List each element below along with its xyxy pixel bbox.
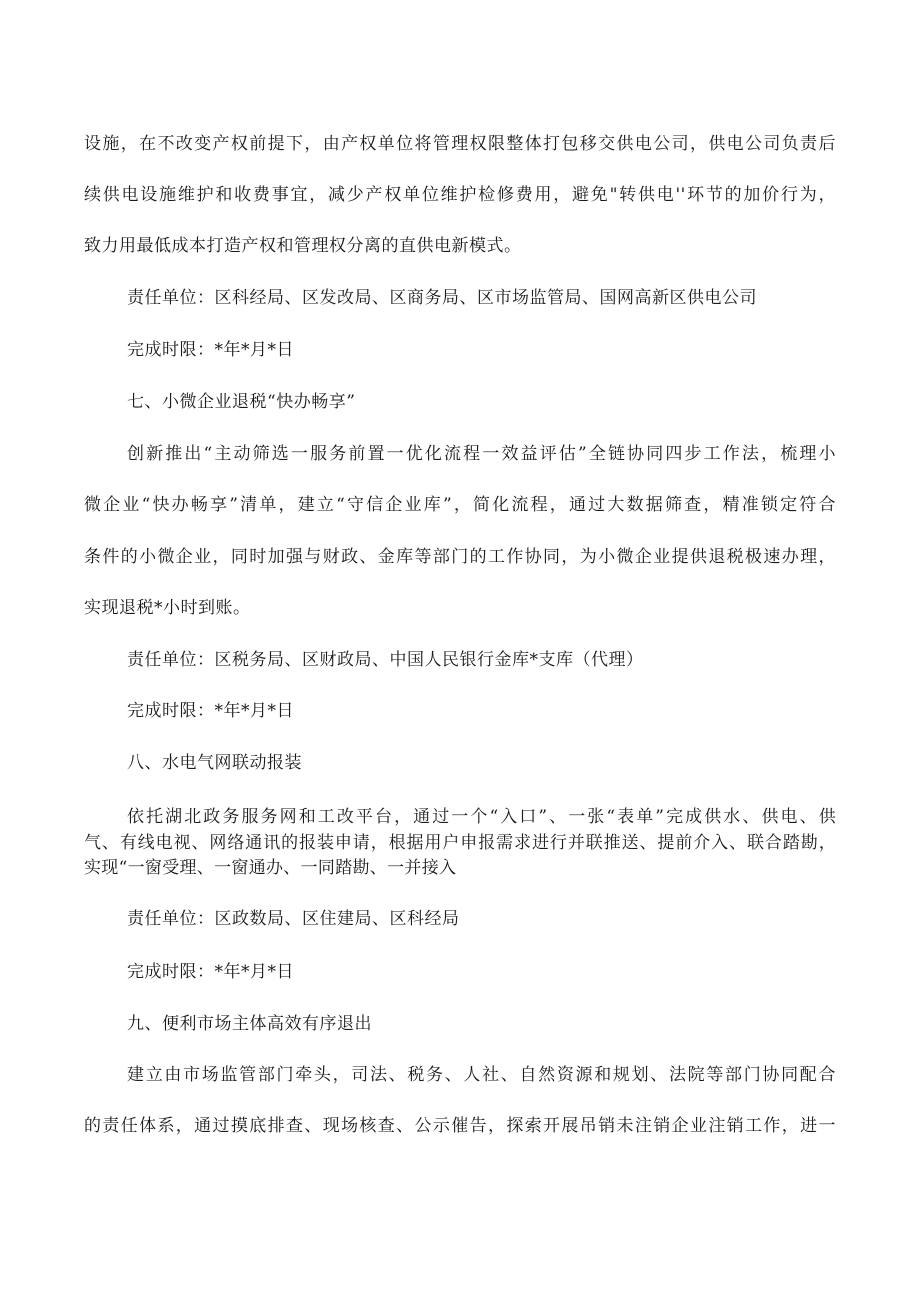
paragraph-line: 条件的小微企业，同时加强与财政、金库等部门的工作协同，为小微企业提供退税极速办理， xyxy=(84,547,836,567)
paragraph-line: 微企业“快办畅享”清单，建立“守信企业库”，简化流程，通过大数据筛查，精准锁定符合 xyxy=(84,495,836,515)
deadline: 完成时限：*年*月*日 xyxy=(127,340,294,360)
paragraph-line: 实现“一窗受理、一窗通办、一同踏勘、一并接入 xyxy=(84,858,457,878)
responsible-units: 责任单位：区税务局、区财政局、中国人民银行金库*支库（代理） xyxy=(127,650,644,670)
section-heading: 七、小微企业退税“快办畅享” xyxy=(127,392,356,412)
paragraph-line: 建立由市场监管部门牵头，司法、税务、人社、自然资源和规划、法院等部门协同配合 xyxy=(127,1065,836,1085)
paragraph-line: 依托湖北政务服务网和工改平台，通过一个“入口”、一张“表单”完成供水、供电、供 xyxy=(127,807,836,827)
responsible-units: 责任单位：区政数局、区住建局、区科经局 xyxy=(127,909,460,929)
paragraph-line: 的责任体系，通过摸底排查、现场核查、公示催告，探索开展吊销未注销企业注销工作，进一 xyxy=(84,1116,836,1136)
paragraph-line: 续供电设施维护和收费事宜，减少产权单位维护检修费用，避免"转供电''环节的加价行为， xyxy=(84,185,836,205)
deadline: 完成时限：*年*月*日 xyxy=(127,962,294,982)
deadline: 完成时限：*年*月*日 xyxy=(127,701,294,721)
paragraph-line: 气、有线电视、网络通讯的报装申请，根据用户申报需求进行并联推送、提前介入、联合踏勘， xyxy=(84,833,836,853)
paragraph-line: 设施，在不改变产权前提下，由产权单位将管理权限整体打包移交供电公司，供电公司负责后 xyxy=(84,134,836,154)
responsible-units: 责任单位：区科经局、区发改局、区商务局、区市场监管局、国网高新区供电公司 xyxy=(127,288,757,308)
paragraph-line: 实现退税*小时到账。 xyxy=(84,598,251,618)
paragraph-line: 致力用最低成本打造产权和管理权分离的直供电新模式。 xyxy=(84,236,522,256)
paragraph-line: 创新推出“主动筛选一服务前置一优化流程一效益评估”全链协同四步工作法，梳理小 xyxy=(127,444,836,464)
section-heading: 八、水电气网联动报装 xyxy=(127,753,302,773)
section-heading: 九、便利市场主体高效有序退出 xyxy=(127,1014,372,1034)
